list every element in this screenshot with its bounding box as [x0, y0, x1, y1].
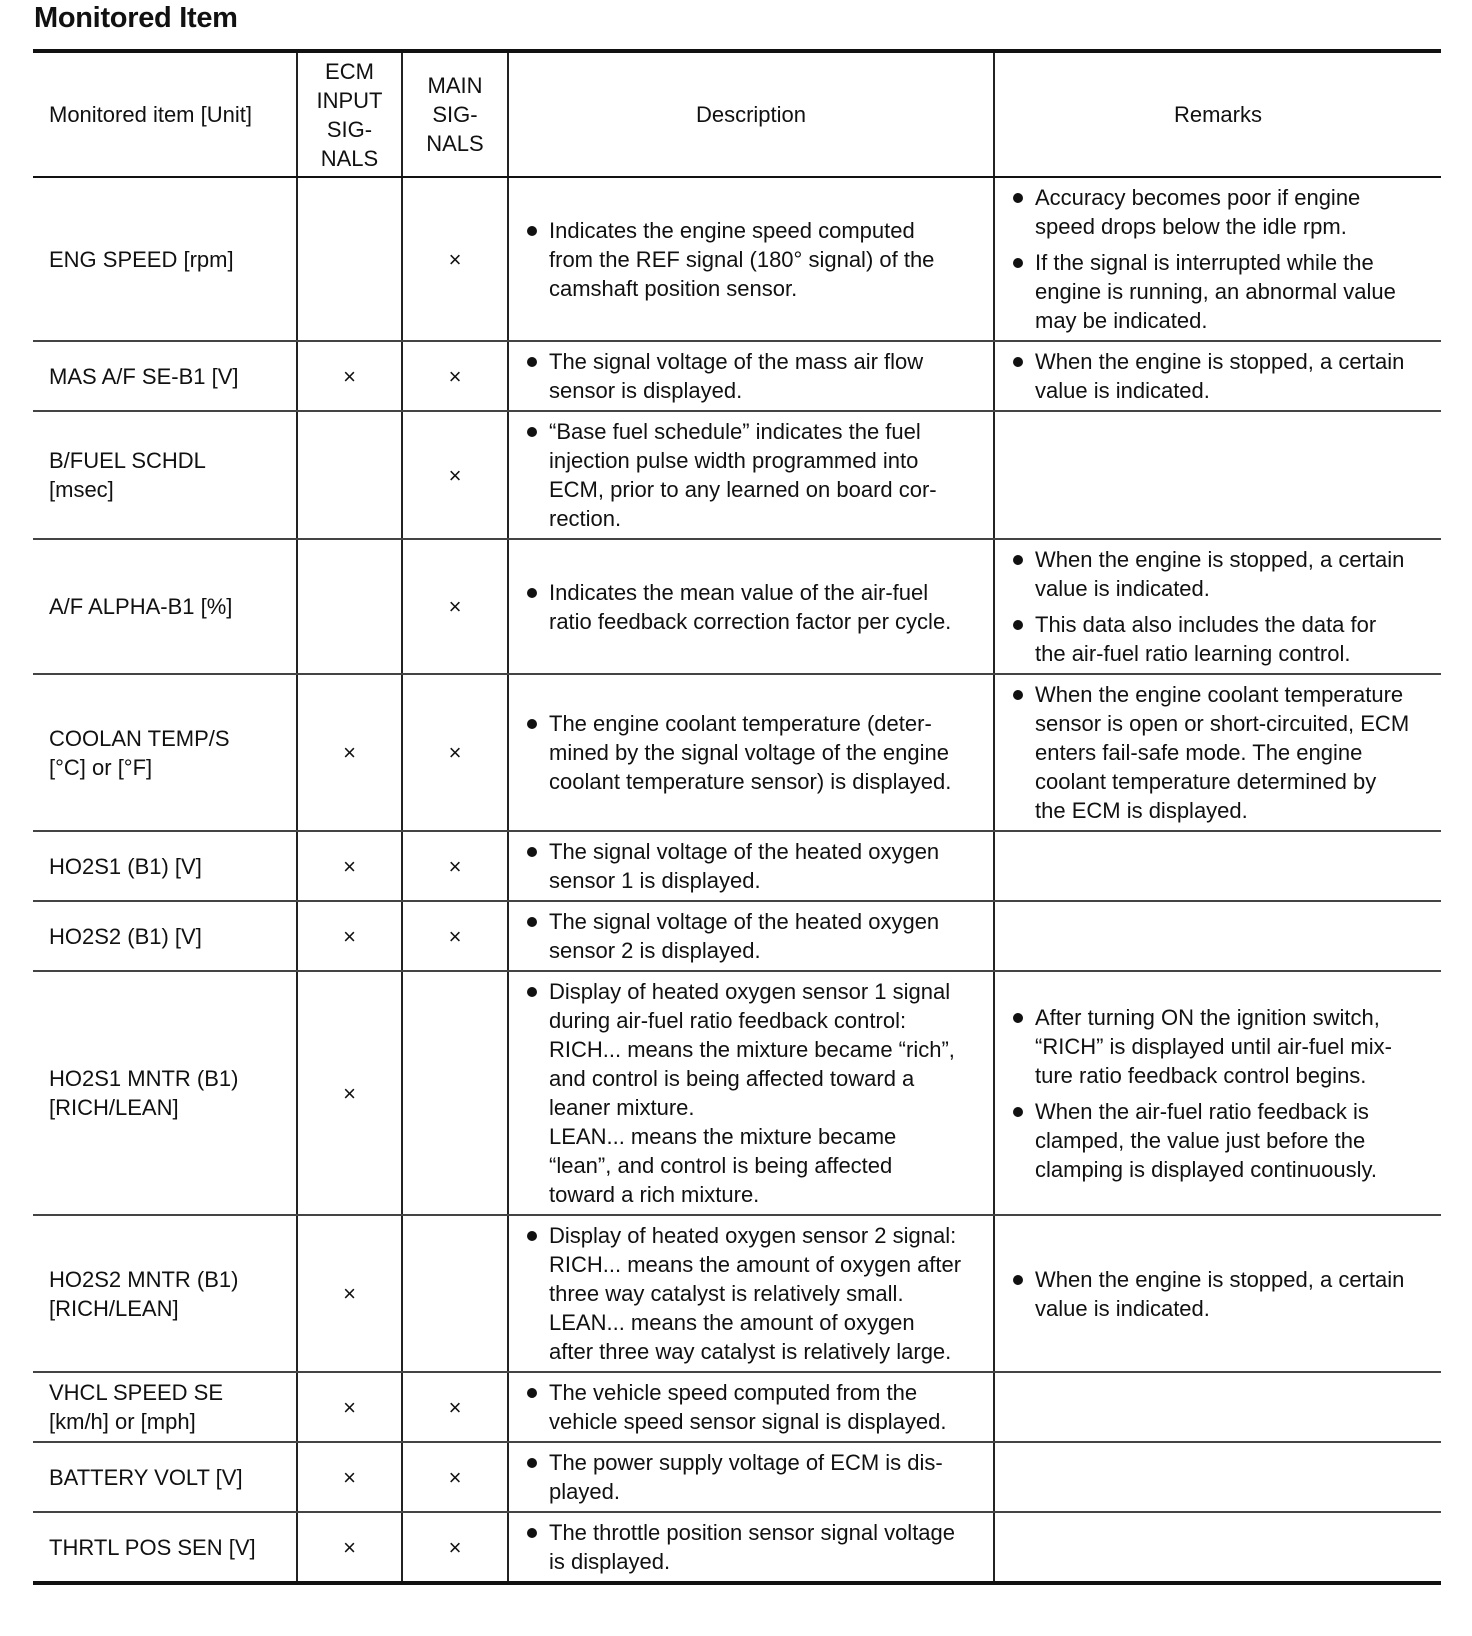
bullet-line: mined by the signal voltage of the engine: [549, 740, 949, 765]
bullet-line: value is indicated.: [1035, 378, 1210, 403]
bullet-line: leaner mixture.: [549, 1095, 695, 1120]
bullet-line: When the air-fuel ratio feedback is: [1035, 1098, 1369, 1124]
remarks-list: [995, 998, 1441, 1189]
item-name-line: A/F ALPHA-B1 [%]: [49, 594, 233, 619]
bullet-item: [525, 907, 985, 965]
monitored-item-cell: [33, 1372, 297, 1442]
bullet-line: played.: [549, 1479, 620, 1504]
bullet-line: sensor 1 is displayed.: [549, 868, 761, 893]
description-list: [509, 972, 993, 1214]
bullet-line: RICH... means the mixture became “rich”,: [549, 1037, 955, 1062]
bullet-line: enters fail-safe mode. The engine: [1035, 740, 1363, 765]
bullet-line: LEAN... means the mixture became: [549, 1124, 897, 1149]
remarks-cell: [994, 539, 1441, 674]
page-title: Monitored Item: [34, 2, 238, 34]
description-list: [509, 573, 993, 641]
bullet-item: [525, 1448, 985, 1506]
description-cell: [508, 1512, 994, 1583]
table-row: [33, 971, 1441, 1215]
ecm-input-mark: [297, 177, 402, 341]
main-signal-mark: ×: [402, 1512, 508, 1583]
monitored-item-cell: [33, 831, 297, 901]
bullet-item: [1011, 183, 1433, 241]
description-list: [509, 902, 993, 970]
main-signal-mark: [402, 971, 508, 1215]
bullet-line: ratio feedback correction factor per cycle.: [549, 608, 952, 634]
bullet-item: [525, 709, 985, 796]
bullet-item: [525, 977, 985, 1209]
item-name-line: [RICH/LEAN]: [49, 1295, 179, 1321]
bullet-line: clamped, the value just before the: [1035, 1127, 1366, 1153]
ecm-input-mark: ×: [297, 674, 402, 831]
description-list: [509, 704, 993, 801]
main-signal-mark: ×: [402, 901, 508, 971]
bullet-line: When the engine is stopped, a certain: [1035, 547, 1405, 572]
remarks-list: [995, 540, 1441, 673]
bullet-item: [525, 1378, 985, 1436]
bullet-line: and control is being affected toward a: [549, 1066, 915, 1091]
description-list: [509, 211, 993, 308]
main-signal-mark: ×: [402, 411, 508, 539]
description-cell: [508, 901, 994, 971]
bullet-item: [525, 1518, 985, 1576]
description-list: [509, 1513, 993, 1581]
bullet-line: This data also includes the data for: [1035, 612, 1377, 637]
table-row: [33, 341, 1441, 411]
table-row: [33, 1372, 1441, 1442]
item-name-line: HO2S1 (B1) [V]: [49, 853, 202, 879]
bullet-line: coolant temperature sensor) is displayed.: [549, 769, 952, 794]
table-row: [33, 1215, 1441, 1372]
col-header-ecm-line: ECM: [325, 58, 374, 84]
main-signal-mark: ×: [402, 674, 508, 831]
remarks-list: [995, 342, 1441, 410]
remarks-list: [995, 1260, 1441, 1328]
bullet-item: [525, 837, 985, 895]
description-cell: [508, 831, 994, 901]
bullet-line: The signal voltage of the heated oxygen: [549, 839, 940, 864]
bullet-line: ture ratio feedback control begins.: [1035, 1062, 1367, 1088]
bullet-line: If the signal is interrupted while the: [1035, 250, 1374, 275]
bullet-line: The engine coolant temperature (deter-: [549, 711, 932, 736]
bullet-line: The signal voltage of the mass air flow: [549, 349, 924, 374]
bullet-line: sensor 2 is displayed.: [549, 938, 761, 963]
bullet-line: value is indicated.: [1035, 1295, 1210, 1321]
bullet-item: [1011, 610, 1433, 668]
bullet-line: After turning ON the ignition switch,: [1035, 1004, 1380, 1030]
bullet-item: [1011, 1265, 1433, 1323]
description-list: [509, 342, 993, 410]
remarks-cell: [994, 971, 1441, 1215]
monitored-item-cell: [33, 177, 297, 341]
bullet-item: [1011, 545, 1433, 603]
main-signal-mark: ×: [402, 1372, 508, 1442]
ecm-input-mark: ×: [297, 831, 402, 901]
bullet-line: The throttle position sensor signal voltage: [549, 1520, 956, 1545]
bullet-line: after three way catalyst is relatively large.: [549, 1339, 952, 1364]
description-cell: [508, 674, 994, 831]
bullet-line: RICH... means the amount of oxygen after: [549, 1252, 962, 1277]
monitored-item-cell: [33, 411, 297, 539]
item-name-line: MAS A/F SE-B1 [V]: [49, 363, 239, 389]
bullet-line: When the engine coolant temperature: [1035, 682, 1404, 707]
bullet-line: the ECM is displayed.: [1035, 798, 1248, 823]
col-header-ecm-line: INPUT: [316, 87, 383, 113]
description-cell: [508, 971, 994, 1215]
bullet-line: value is indicated.: [1035, 576, 1210, 601]
bullet-line: “RICH” is displayed until air-fuel mix-: [1035, 1033, 1392, 1059]
bullet-line: is displayed.: [549, 1549, 671, 1574]
monitored-item-cell: [33, 674, 297, 831]
bullet-line: ECM, prior to any learned on board cor-: [549, 477, 937, 502]
bullet-line: from the REF signal (180° signal) of the: [549, 246, 935, 272]
bullet-item: [525, 417, 985, 533]
bullet-line: The vehicle speed computed from the: [549, 1380, 918, 1405]
bullet-line: Display of heated oxygen sensor 1 signal: [549, 979, 951, 1004]
col-header-remarks-label: Remarks: [1173, 102, 1262, 127]
bullet-line: Accuracy becomes poor if engine: [1035, 185, 1361, 210]
remarks-cell: [994, 674, 1441, 831]
monitored-item-cell: [33, 539, 297, 674]
table-row: [33, 1512, 1441, 1583]
description-cell: [508, 177, 994, 341]
table-row: [33, 901, 1441, 971]
table-row: [33, 411, 1441, 539]
description-cell: [508, 539, 994, 674]
item-name-line: HO2S2 MNTR (B1): [49, 1266, 239, 1292]
bullet-line: during air-fuel ratio feedback control:: [549, 1008, 907, 1033]
table-row: [33, 831, 1441, 901]
item-name-line: [km/h] or [mph]: [49, 1409, 196, 1434]
bullet-item: [1011, 1097, 1433, 1184]
remarks-list: [995, 178, 1441, 340]
description-cell: [508, 1215, 994, 1372]
main-signal-mark: ×: [402, 831, 508, 901]
bullet-line: coolant temperature determined by: [1035, 769, 1377, 794]
ecm-input-mark: [297, 539, 402, 674]
bullet-line: clamping is displayed continuously.: [1035, 1156, 1377, 1182]
description-list: [509, 1216, 993, 1371]
item-name-line: HO2S1 MNTR (B1): [49, 1066, 239, 1091]
bullet-line: engine is running, an abnormal value: [1035, 279, 1396, 304]
main-signal-mark: ×: [402, 1442, 508, 1512]
bullet-line: “Base fuel schedule” indicates the fuel: [549, 419, 921, 444]
bullet-line: The power supply voltage of ECM is dis-: [549, 1450, 943, 1475]
item-name-line: THRTL POS SEN [V]: [49, 1534, 256, 1560]
remarks-cell: [994, 1215, 1441, 1372]
description-cell: [508, 411, 994, 539]
bullet-item: [1011, 1003, 1433, 1090]
bullet-line: sensor is open or short-circuited, ECM: [1035, 711, 1410, 736]
description-list: [509, 1373, 993, 1441]
col-header-main-line: NALS: [426, 131, 484, 156]
col-header-main-line: SIG-: [432, 102, 478, 127]
item-name-line: VHCL SPEED SE: [49, 1380, 224, 1405]
remarks-cell: [994, 1372, 1441, 1442]
col-header-item-label: Monitored item [Unit]: [49, 102, 252, 127]
table-row: [33, 674, 1441, 831]
bullet-line: When the engine is stopped, a certain: [1035, 349, 1405, 374]
table-row: [33, 177, 1441, 341]
col-header-description-label: Description: [695, 102, 807, 127]
bullet-item: [1011, 680, 1433, 825]
bullet-line: camshaft position sensor.: [549, 275, 798, 301]
description-cell: [508, 1442, 994, 1512]
remarks-cell: [994, 341, 1441, 411]
remarks-cell: [994, 901, 1441, 971]
col-header-ecm-line: NALS: [320, 145, 379, 171]
bullet-line: Indicates the mean value of the air-fuel: [549, 579, 929, 605]
ecm-input-mark: ×: [297, 1512, 402, 1583]
ecm-input-mark: [297, 411, 402, 539]
item-name-line: [msec]: [49, 477, 114, 502]
bullet-item: [525, 216, 985, 303]
bullet-line: the air-fuel ratio learning control.: [1035, 641, 1351, 666]
remarks-cell: [994, 411, 1441, 539]
monitored-item-cell: [33, 901, 297, 971]
description-list: [509, 832, 993, 900]
description-list: [509, 1443, 993, 1511]
bullet-line: toward a rich mixture.: [549, 1182, 760, 1207]
col-header-description: [508, 53, 994, 177]
monitored-item-table: [33, 53, 1441, 1585]
main-signal-mark: ×: [402, 177, 508, 341]
bullet-line: may be indicated.: [1035, 308, 1208, 333]
bullet-line: The signal voltage of the heated oxygen: [549, 909, 940, 934]
item-name-line: BATTERY VOLT [V]: [49, 1464, 243, 1490]
main-signal-mark: ×: [402, 341, 508, 411]
col-header-remarks: [994, 53, 1441, 177]
remarks-cell: [994, 831, 1441, 901]
col-header-ecm-line: SIG-: [326, 116, 373, 142]
monitored-item-cell: [33, 971, 297, 1215]
main-signal-mark: [402, 1215, 508, 1372]
bullet-item: [1011, 347, 1433, 405]
monitored-item-cell: [33, 1512, 297, 1583]
remarks-cell: [994, 177, 1441, 341]
bullet-line: “lean”, and control is being affected: [549, 1153, 893, 1178]
item-name-line: ENG SPEED [rpm]: [49, 246, 234, 272]
bullet-line: LEAN... means the amount of oxygen: [549, 1310, 915, 1335]
bullet-item: [525, 1221, 985, 1366]
item-name-line: HO2S2 (B1) [V]: [49, 923, 202, 949]
bullet-line: rection.: [549, 506, 622, 531]
table-row: [33, 539, 1441, 674]
remarks-list: [995, 675, 1441, 830]
item-name-line: [°C] or [°F]: [49, 754, 153, 780]
col-header-main-signals: [402, 53, 508, 177]
col-header-item: [33, 53, 297, 177]
bullet-line: speed drops below the idle rpm.: [1035, 214, 1347, 239]
description-cell: [508, 341, 994, 411]
main-signal-mark: ×: [402, 539, 508, 674]
ecm-input-mark: ×: [297, 1442, 402, 1512]
item-name-line: [RICH/LEAN]: [49, 1095, 179, 1120]
col-header-main-line: MAIN: [427, 73, 483, 98]
monitored-item-cell: [33, 341, 297, 411]
bullet-line: Display of heated oxygen sensor 2 signal:: [549, 1223, 957, 1248]
item-name-line: COOLAN TEMP/S: [49, 725, 230, 751]
ecm-input-mark: ×: [297, 901, 402, 971]
ecm-input-mark: ×: [297, 1372, 402, 1442]
bullet-line: sensor is displayed.: [549, 378, 743, 403]
ecm-input-mark: ×: [297, 1215, 402, 1372]
bullet-item: [1011, 248, 1433, 335]
bullet-line: three way catalyst is relatively small.: [549, 1281, 904, 1306]
bullet-line: injection pulse width programmed into: [549, 448, 919, 473]
header-row: [33, 53, 1441, 177]
bullet-item: [525, 578, 985, 636]
description-list: [509, 412, 993, 538]
item-name-line: B/FUEL SCHDL: [49, 448, 206, 473]
monitored-item-cell: [33, 1215, 297, 1372]
bullet-line: Indicates the engine speed computed: [549, 217, 915, 243]
monitored-item-cell: [33, 1442, 297, 1512]
bullet-line: When the engine is stopped, a certain: [1035, 1266, 1405, 1292]
description-cell: [508, 1372, 994, 1442]
ecm-input-mark: ×: [297, 341, 402, 411]
col-header-ecm-input: [297, 53, 402, 177]
remarks-cell: [994, 1512, 1441, 1583]
bullet-item: [525, 347, 985, 405]
table-row: [33, 1442, 1441, 1512]
remarks-cell: [994, 1442, 1441, 1512]
bullet-line: vehicle speed sensor signal is displayed.: [549, 1409, 947, 1434]
ecm-input-mark: ×: [297, 971, 402, 1215]
